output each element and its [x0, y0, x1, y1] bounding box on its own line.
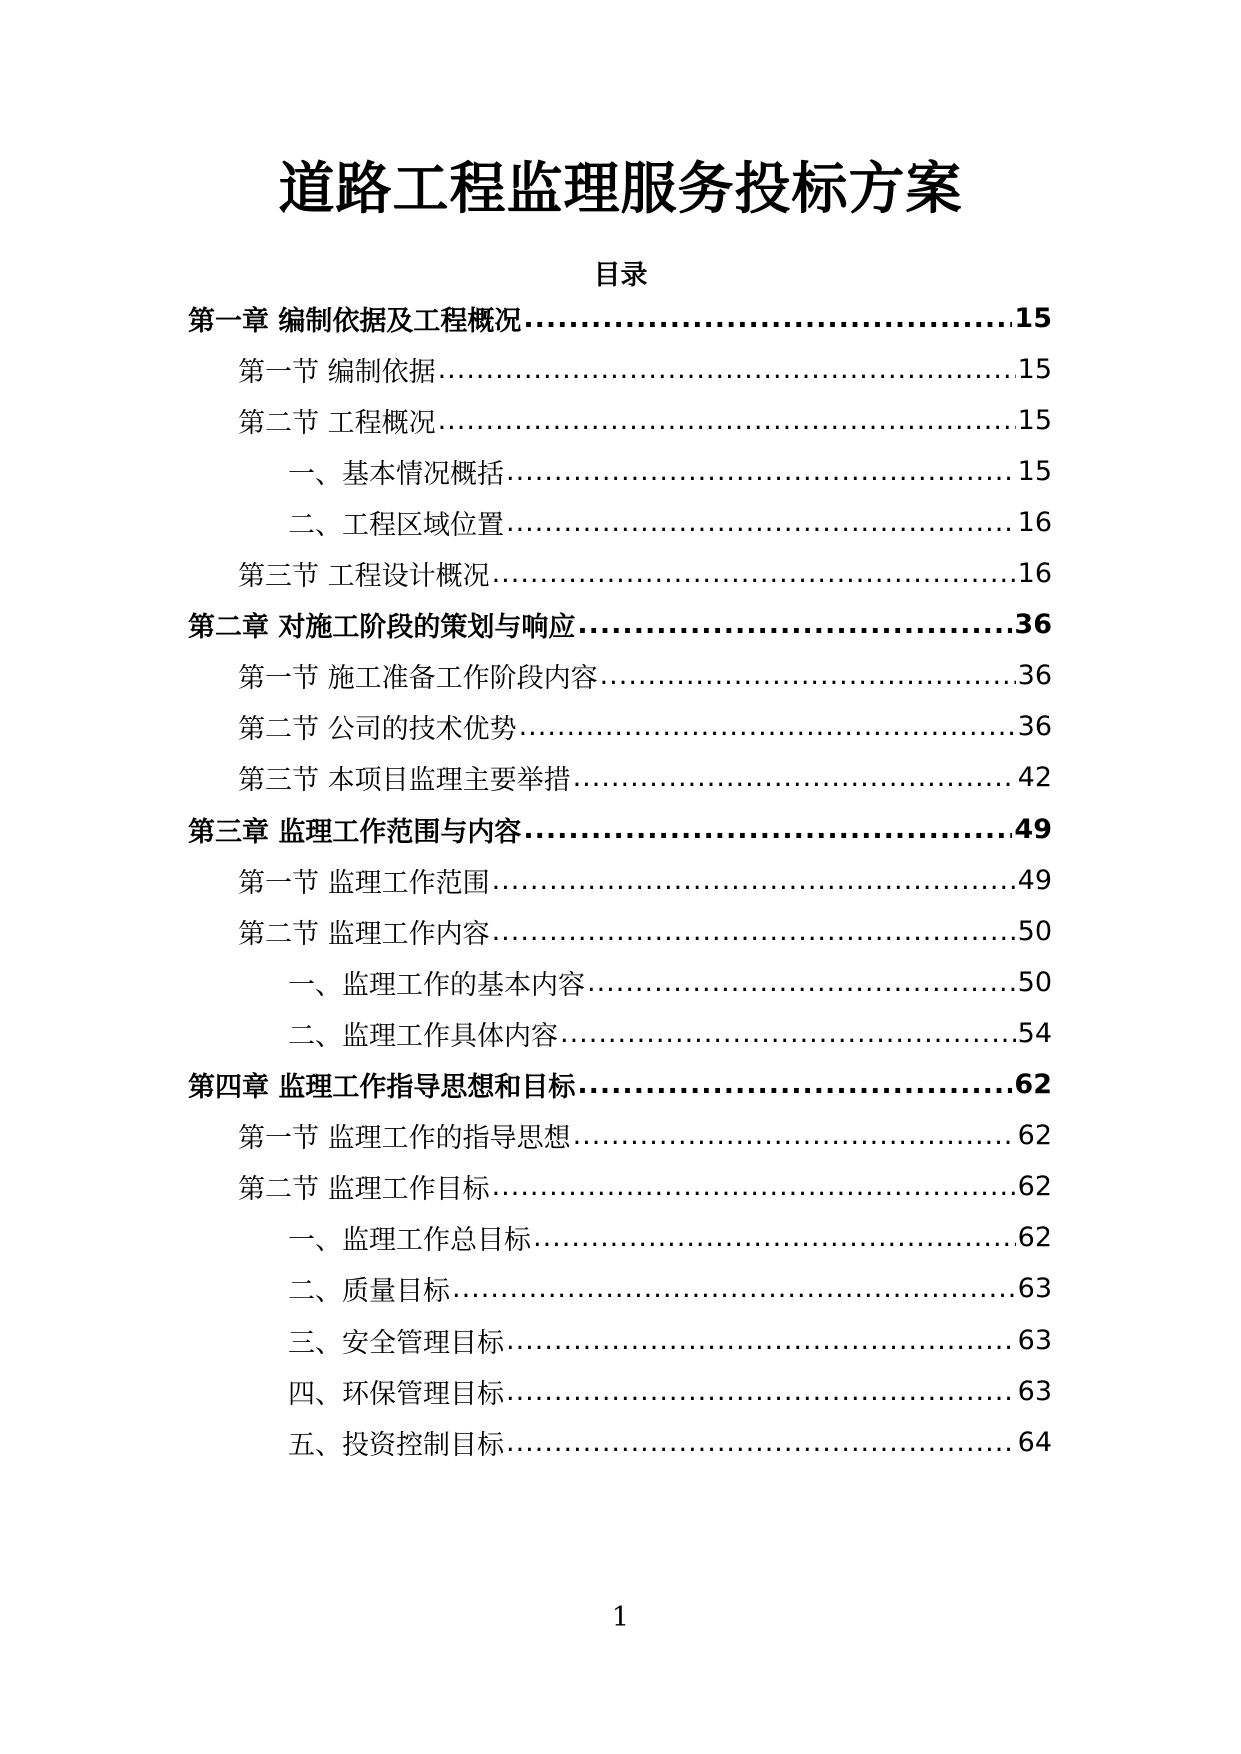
- toc-entry-label: 五、投资控制目标: [288, 1429, 504, 1461]
- toc-entry-label: 二、工程区域位置: [288, 509, 504, 541]
- toc-entry-page: 63: [1017, 1375, 1052, 1407]
- toc-entry-label: 第二节 监理工作内容: [238, 918, 490, 950]
- toc-entry-label: 第二章 对施工阶段的策划与响应: [188, 612, 576, 644]
- toc-entry-page: 63: [1017, 1324, 1052, 1356]
- toc-entry-label: 第二节 监理工作目标: [238, 1174, 490, 1206]
- toc-section-entry[interactable]: [238, 395, 1052, 445]
- toc-subsection-entry[interactable]: [288, 1264, 1052, 1314]
- document-title: 道路工程监理服务投标方案: [278, 157, 963, 222]
- toc-entry-page: 50: [1017, 915, 1052, 947]
- toc-entry-label: 三、安全管理目标: [288, 1327, 504, 1359]
- toc-section-entry[interactable]: [238, 1162, 1052, 1212]
- toc-entry-page: 15: [1017, 455, 1052, 487]
- toc-entry-label: 第二节 公司的技术优势: [238, 714, 517, 746]
- toc-chapter-entry[interactable]: [188, 293, 1052, 343]
- toc-entry-label: 二、质量目标: [288, 1276, 450, 1308]
- toc-dot-leader: [519, 711, 1016, 742]
- toc-subsection-entry[interactable]: [288, 1008, 1052, 1058]
- toc-entry-page: 36: [1017, 711, 1052, 743]
- toc-entry-label: 第二节 工程概况: [238, 407, 436, 439]
- toc-entry-label: 一、监理工作总目标: [288, 1225, 531, 1257]
- toc-entry-label: 第四章 监理工作指导思想和目标: [188, 1072, 576, 1103]
- toc-section-entry[interactable]: [238, 855, 1052, 905]
- toc-entry-page: 16: [1017, 506, 1052, 538]
- toc-entry-page: 15: [1017, 404, 1052, 436]
- toc-section-entry[interactable]: [238, 1111, 1052, 1161]
- toc-dot-leader: [560, 1018, 1016, 1049]
- toc-dot-leader: [506, 1325, 1016, 1356]
- toc-entry-page: 36: [1014, 609, 1052, 641]
- toc-subsection-entry[interactable]: [288, 446, 1052, 496]
- toc-subsection-entry[interactable]: [288, 957, 1052, 1007]
- toc-section-entry[interactable]: [238, 549, 1052, 599]
- toc-dot-leader: [492, 916, 1016, 947]
- toc-entry-page: 64: [1017, 1426, 1052, 1458]
- toc-dot-leader: [533, 1222, 1016, 1253]
- toc-section-entry[interactable]: [238, 651, 1052, 701]
- toc-section-entry[interactable]: [238, 753, 1052, 803]
- toc-entry-page: 62: [1017, 1120, 1052, 1152]
- toc-dot-leader: [438, 354, 1016, 385]
- toc-dot-leader: [492, 865, 1016, 896]
- toc-entry-page: 15: [1017, 353, 1052, 385]
- toc-dot-leader: [523, 303, 1012, 334]
- toc-section-entry[interactable]: [238, 906, 1052, 956]
- toc-dot-leader: [523, 814, 1012, 845]
- toc-entry-label: 四、环保管理目标: [288, 1378, 504, 1410]
- toc-entry-label: 第一节 编制依据: [238, 356, 436, 388]
- toc-entry-label: 一、监理工作的基本内容: [288, 969, 585, 1001]
- toc-section-entry[interactable]: [238, 702, 1052, 752]
- toc-entry-label: 一、基本情况概括: [288, 458, 504, 490]
- toc-entry-page: 54: [1017, 1017, 1052, 1049]
- toc-entry-page: 63: [1017, 1273, 1052, 1305]
- toc-subsection-entry[interactable]: [288, 1315, 1052, 1365]
- toc-chapter-entry[interactable]: [188, 804, 1052, 854]
- toc-entry-label: 第一节 施工准备工作阶段内容: [238, 663, 598, 695]
- toc-entry-page: 49: [1017, 864, 1052, 896]
- toc-subsection-entry[interactable]: [288, 497, 1052, 547]
- toc-entry-page: 62: [1014, 1069, 1052, 1100]
- toc-dot-leader: [492, 558, 1016, 589]
- toc-dot-leader: [577, 1069, 1012, 1100]
- toc-entry-page: 42: [1017, 762, 1052, 794]
- toc-dot-leader: [438, 405, 1016, 436]
- toc-chapter-entry[interactable]: [188, 600, 1052, 650]
- toc-chapter-entry[interactable]: [188, 1060, 1052, 1110]
- toc-entry-page: 36: [1017, 660, 1052, 692]
- toc-entry-label: 第三章 监理工作范围与内容: [188, 816, 522, 848]
- toc-dot-leader: [506, 1376, 1016, 1407]
- toc-dot-leader: [506, 1427, 1016, 1458]
- toc-dot-leader: [506, 507, 1016, 538]
- toc-entry-label: 二、监理工作具体内容: [288, 1020, 558, 1052]
- toc-dot-leader: [452, 1273, 1016, 1304]
- toc-entry-label: 第三节 工程设计概况: [238, 561, 490, 592]
- toc-entry-page: 15: [1014, 302, 1052, 334]
- toc-dot-leader: [587, 967, 1016, 998]
- toc-dot-leader: [506, 456, 1016, 487]
- toc-dot-leader: [577, 609, 1012, 640]
- toc-subsection-entry[interactable]: [288, 1366, 1052, 1416]
- toc-section-entry[interactable]: [238, 344, 1052, 394]
- toc-dot-leader: [492, 1171, 1016, 1202]
- toc-subsection-entry[interactable]: [288, 1213, 1052, 1263]
- toc-entry-page: 49: [1014, 813, 1052, 845]
- toc-entry-label: 第一节 监理工作的指导思想: [238, 1123, 571, 1155]
- toc-heading: 目录: [593, 260, 648, 291]
- toc-entry-page: 50: [1017, 966, 1052, 998]
- toc-entry-page: 62: [1017, 1171, 1052, 1203]
- toc-dot-leader: [573, 1120, 1016, 1151]
- toc-dot-leader: [573, 762, 1016, 793]
- toc-entry-label: 第一节 监理工作范围: [238, 867, 490, 899]
- page-number: 1: [611, 1602, 630, 1633]
- toc-dot-leader: [600, 660, 1016, 691]
- toc-entry-label: 第一章 编制依据及工程概况: [188, 305, 522, 337]
- toc-entry-page: 16: [1017, 558, 1052, 589]
- toc-entry-page: 62: [1017, 1222, 1052, 1254]
- toc-entry-label: 第三节 本项目监理主要举措: [238, 765, 571, 797]
- toc-subsection-entry[interactable]: [288, 1417, 1052, 1467]
